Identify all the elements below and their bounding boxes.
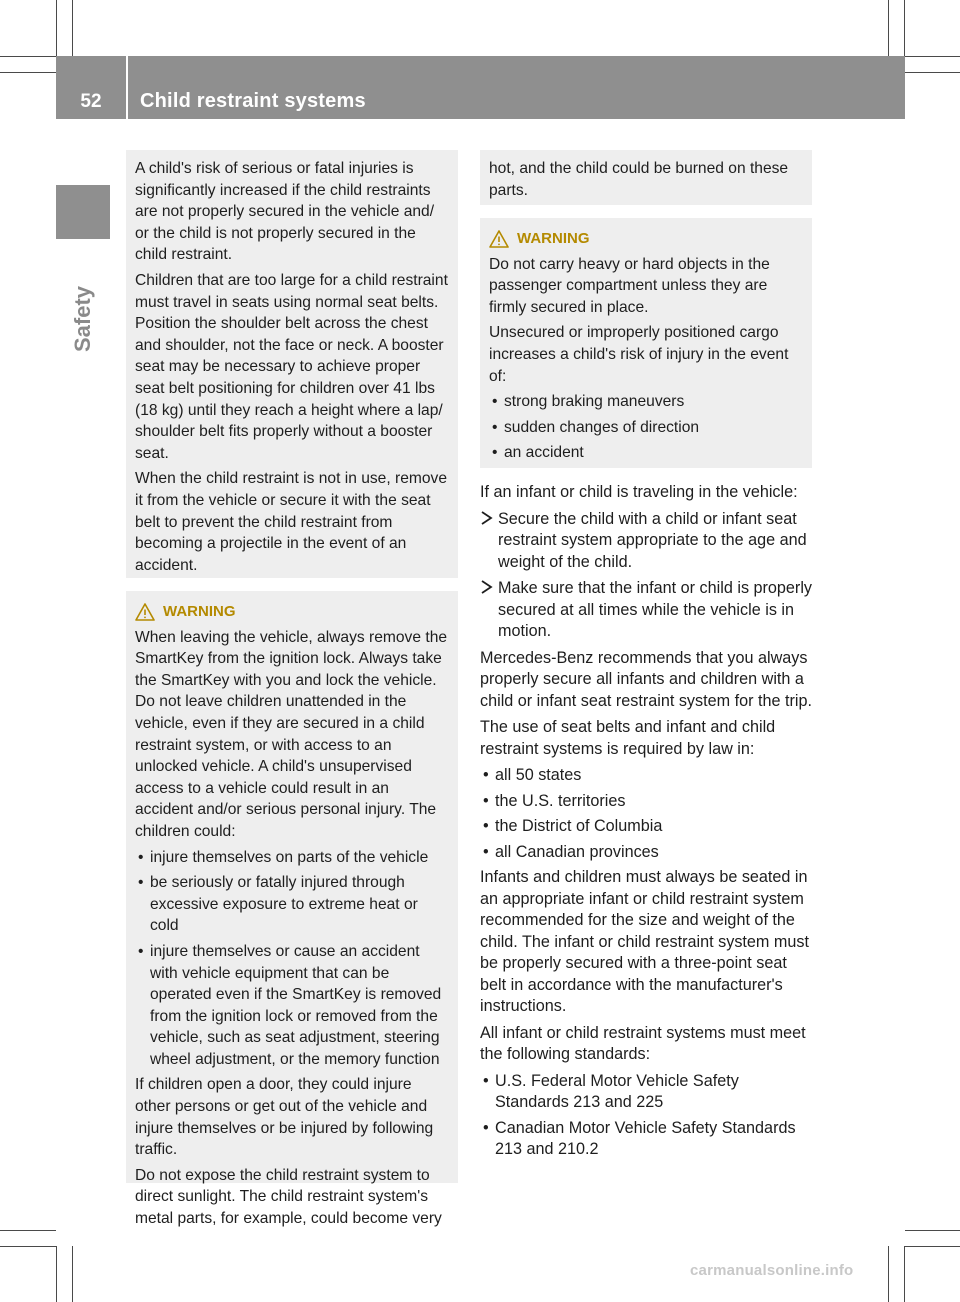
paragraph: Mercedes-Benz recommends that you always properly secure all infants and children with a child or infant seat restraint system for the trip. xyxy=(480,648,812,710)
list-item: • the District of Columbia xyxy=(480,816,812,838)
arrow-right-icon xyxy=(480,510,494,526)
list-item: • be seriously or fatally injured through excessive exposure to extreme heat or cold xyxy=(135,872,449,937)
bullet-list xyxy=(489,391,803,464)
paragraph: All infant or child restraint systems must meet the following standards: xyxy=(480,1023,806,1063)
chapter-tab xyxy=(56,185,110,239)
step-text: Make sure that the infant or child is properly secured at all times while the vehicle is in motion. xyxy=(498,579,813,640)
chapter-label: Safety xyxy=(70,285,95,352)
paragraph: When leaving the vehicle, always remove the SmartKey from the ignition lock. Always take the SmartKey with you and lock the vehicle. Do not leave children unattended in the vehicle, even if they are secured in a child restraint system, or with access to an unlocked vehicle. A child's unsupervised access to a vehicle could result in an accident and/or serious personal injury. The children could: xyxy=(135,628,448,840)
list-item: • strong braking maneuvers xyxy=(489,391,803,413)
warning-box xyxy=(480,218,812,468)
paragraph: If children open a door, they could injure other persons or get out of the vehicle and injure themselves or be injured by following traffic. xyxy=(135,1076,434,1159)
paragraph: When the child restraint is not in use, remove it from the vehicle or secure it with the seat belt to prevent the child restraint from becoming a projectile in the event of an accident. xyxy=(135,470,448,574)
left-column xyxy=(126,150,458,1228)
list-item: • all Canadian provinces xyxy=(480,842,812,864)
crop-mark xyxy=(0,56,56,57)
crop-mark xyxy=(72,0,73,56)
header-divider xyxy=(126,56,128,119)
info-box xyxy=(126,150,458,578)
list-item: • all 50 states xyxy=(480,765,812,787)
paragraph: Do not expose the child restraint system to direct sunlight. The child restraint system's metal parts, for example, could become very xyxy=(135,1166,442,1228)
paragraph: If an infant or child is traveling in the vehicle: xyxy=(480,483,798,501)
continued-warning-box xyxy=(480,150,812,205)
list-item: • an accident xyxy=(489,442,803,464)
crop-mark xyxy=(905,56,960,57)
list-item: • injure themselves or cause an accident with vehicle equipment that can be operated even if the SmartKey is removed from the ignition lock or removed from the vehicle, such as seat adjustment, steering wheel adjustment, or the memory function xyxy=(135,941,449,1071)
arrow-right-icon xyxy=(480,579,494,595)
warning-box xyxy=(126,591,458,1228)
step-text: Secure the child with a child or infant seat restraint system appropriate to the age and weight of the child. xyxy=(498,509,807,571)
page-number: 52 xyxy=(80,91,102,112)
crop-mark xyxy=(56,0,57,56)
list-item: • injure themselves on parts of the vehicle xyxy=(135,847,449,869)
crop-mark xyxy=(905,1246,960,1247)
body-text xyxy=(480,482,812,1161)
instruction-step xyxy=(480,509,812,574)
instruction-step xyxy=(480,578,812,643)
list-item: • sudden changes of direction xyxy=(489,417,803,439)
bullet-list xyxy=(135,847,449,1071)
crop-mark xyxy=(888,0,889,56)
bullet-list xyxy=(480,1071,812,1161)
crop-mark xyxy=(904,1246,905,1302)
crop-mark xyxy=(905,72,960,73)
crop-mark xyxy=(0,1230,56,1231)
warning-heading xyxy=(489,228,803,250)
crop-mark xyxy=(56,1246,57,1302)
crop-mark xyxy=(904,0,905,56)
list-item: • U.S. Federal Motor Vehicle Safety Standards 213 and 225 xyxy=(480,1071,812,1114)
warning-triangle-icon xyxy=(489,230,509,248)
warning-label: WARNING xyxy=(163,603,236,620)
list-item: • Canadian Motor Vehicle Safety Standards 213 and 210.2 xyxy=(480,1118,812,1161)
paragraph: Unsecured or improperly positioned cargo increases a child's risk of injury in the event of: xyxy=(489,324,789,385)
paragraph: The use of seat belts and infant and child restraint systems is required by law in: xyxy=(480,718,776,758)
crop-mark xyxy=(0,1246,56,1247)
warning-label: WARNING xyxy=(517,230,590,247)
watermark: carmanualsonline.info xyxy=(690,1262,854,1279)
right-column xyxy=(480,150,812,1165)
crop-mark xyxy=(0,72,56,73)
paragraph: A child's risk of serious or fatal injuries is significantly increased if the child restraints are not properly secured in the vehicle and/ or the child is not properly secured in the child restraint. xyxy=(135,160,435,264)
bullet-list xyxy=(480,765,812,863)
paragraph: Children that are too large for a child restraint must travel in seats using normal seat belts. Position the shoulder belt across the chest and shoulder, not the face or neck. A booster seat may be necessary to achieve proper seat belt positioning for children over 41 lbs (18 kg) until they reach a height where a lap/ shoulder belt fits properly without a booster seat. xyxy=(135,271,448,462)
paragraph: hot, and the child could be burned on these parts. xyxy=(489,160,789,199)
warning-triangle-icon xyxy=(135,603,155,621)
crop-mark xyxy=(72,1246,73,1302)
paragraph: Infants and children must always be seated in an appropriate infant or child restraint system recommended for the size and weight of the child. The infant or child restraint system must be properly secured with a three-point seat belt in accordance with the manufacturer's instructions. xyxy=(480,868,809,1015)
crop-mark xyxy=(888,1246,889,1302)
warning-heading xyxy=(135,601,449,623)
paragraph: Do not carry heavy or hard objects in the passenger compartment unless they are firmly secured in place. xyxy=(489,255,770,316)
crop-mark xyxy=(905,1230,960,1231)
section-title: Child restraint systems xyxy=(140,90,366,112)
list-item: • the U.S. territories xyxy=(480,791,812,813)
